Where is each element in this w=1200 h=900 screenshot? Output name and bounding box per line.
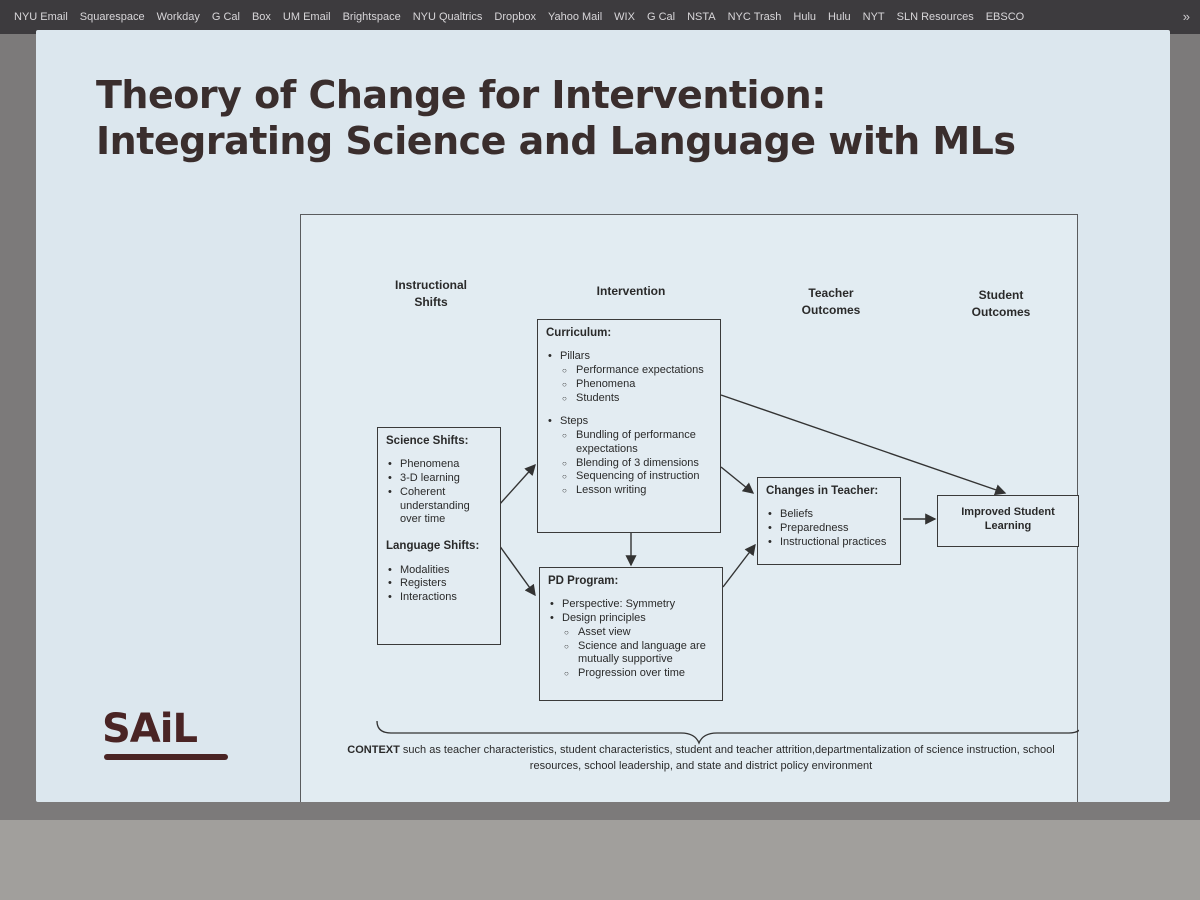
bookmark-link[interactable]: SLN Resources — [896, 11, 974, 23]
header-instructional-line2: Shifts — [414, 295, 448, 310]
bookmark-link[interactable]: UM Email — [282, 11, 331, 23]
header-student-line1: Student — [978, 288, 1024, 302]
pd-program-box — [539, 567, 723, 701]
header-student-line2: Outcomes — [971, 305, 1031, 320]
list-item: • Phenomena — [386, 458, 492, 472]
sail-logo: SAiL — [102, 706, 197, 752]
list-item: • Interactions — [386, 591, 492, 605]
list-item: ○ Asset view — [548, 626, 714, 640]
teacher-changes-box — [757, 477, 901, 565]
list-item: • Beliefs — [766, 508, 892, 522]
bookmark-link[interactable]: EBSCO — [985, 11, 1025, 23]
header-student-outcomes — [941, 287, 1061, 322]
header-teacher-line1: Teacher — [808, 286, 854, 300]
bookmark-link[interactable]: Hulu — [793, 11, 817, 23]
room-background — [0, 820, 1200, 900]
list-item: • Steps — [546, 415, 712, 429]
bookmark-link[interactable]: NYC Trash — [727, 11, 782, 23]
bookmark-link[interactable]: Brightspace — [342, 11, 401, 23]
list-item: ○ Lesson writing — [546, 484, 712, 498]
shifts-box — [377, 427, 501, 645]
bookmark-link[interactable]: WIX — [614, 11, 635, 23]
list-item: ○ Science and language are mutually supportive — [548, 640, 714, 668]
list-item: ○ Blending of 3 dimensions — [546, 457, 712, 471]
bookmarks-bar — [0, 0, 1200, 34]
context-text: such as teacher characteristics, student characteristics, student and teacher attrition,departmentalization of science instruction, school resources, school leadership, and state and district policy environment — [402, 744, 1055, 772]
science-shifts-list — [386, 458, 492, 527]
list-item: • Modalities — [386, 564, 492, 578]
header-instructional-shifts — [361, 277, 501, 312]
language-shifts-list — [386, 564, 492, 605]
bookmark-link[interactable]: G Cal — [211, 11, 240, 23]
context-note — [341, 743, 1061, 775]
list-item: ○ Students — [546, 392, 712, 406]
arrow-shifts-to-pd — [499, 545, 535, 595]
arrow-shifts-to-curriculum — [499, 465, 535, 505]
list-item: • 3-D learning — [386, 472, 492, 486]
pd-program-title: PD Program: — [548, 575, 619, 587]
bookmark-link[interactable]: NYU Qualtrics — [412, 11, 483, 23]
bookmark-link[interactable]: Dropbox — [494, 11, 536, 23]
bookmark-link[interactable]: NSTA — [687, 11, 716, 23]
arrow-curriculum-to-teacher — [721, 467, 753, 493]
curriculum-box — [537, 319, 721, 533]
bookmark-link[interactable]: Yahoo Mail — [547, 11, 603, 23]
list-item: • Coherent understanding over time — [386, 486, 492, 527]
list-item: ○ Phenomena — [546, 378, 712, 392]
list-item: • Design principles — [548, 612, 714, 626]
arrow-pd-to-teacher — [723, 545, 755, 587]
curriculum-title: Curriculum: — [546, 327, 612, 339]
bookmark-link[interactable]: NYT — [862, 11, 885, 23]
list-item: ○ Sequencing of instruction — [546, 470, 712, 484]
header-instructional-line1: Instructional — [394, 278, 467, 292]
list-item: ○ Performance expectations — [546, 364, 712, 378]
bookmark-link[interactable]: Hulu — [828, 11, 851, 23]
list-item: • Registers — [386, 577, 492, 591]
slide-title-line2: Integrating Science and Language with MLs — [96, 119, 1016, 164]
list-item: ○ Progression over time — [548, 667, 714, 681]
bookmarks-overflow-icon[interactable]: » — [1182, 9, 1190, 24]
bookmark-link[interactable]: G Cal — [646, 11, 676, 23]
bookmark-link[interactable]: Workday — [156, 11, 200, 23]
list-item: • Pillars — [546, 350, 712, 364]
teacher-changes-title: Changes in Teacher: — [766, 485, 879, 497]
bookmark-link[interactable]: NYU Email — [14, 11, 68, 23]
context-label: CONTEXT — [347, 744, 400, 756]
list-item: • Instructional practices — [766, 536, 892, 550]
theory-of-change-diagram — [300, 214, 1078, 802]
header-teacher-outcomes — [771, 285, 891, 320]
slide-title-line1: Theory of Change for Intervention: — [96, 73, 826, 117]
list-item: • Perspective: Symmetry — [548, 598, 714, 612]
header-teacher-line2: Outcomes — [801, 303, 861, 318]
context-brace — [377, 721, 1079, 743]
teacher-changes-list — [766, 508, 892, 549]
header-intervention: Intervention — [596, 284, 666, 298]
curriculum-list — [546, 350, 712, 498]
language-shifts-title: Language Shifts: — [386, 540, 480, 553]
bookmark-link[interactable]: Squarespace — [79, 11, 145, 23]
presentation-slide — [36, 30, 1170, 802]
science-shifts-title: Science Shifts: — [386, 435, 469, 447]
bookmark-link[interactable]: Box — [251, 11, 271, 23]
student-learning-box: Improved Student Learning — [937, 495, 1079, 547]
slide-title — [96, 72, 1136, 165]
sail-logo-underline — [104, 754, 228, 760]
pd-program-list — [548, 598, 714, 681]
list-item: ○ Bundling of performance expectations — [546, 429, 712, 457]
list-item: • Preparedness — [766, 522, 892, 536]
